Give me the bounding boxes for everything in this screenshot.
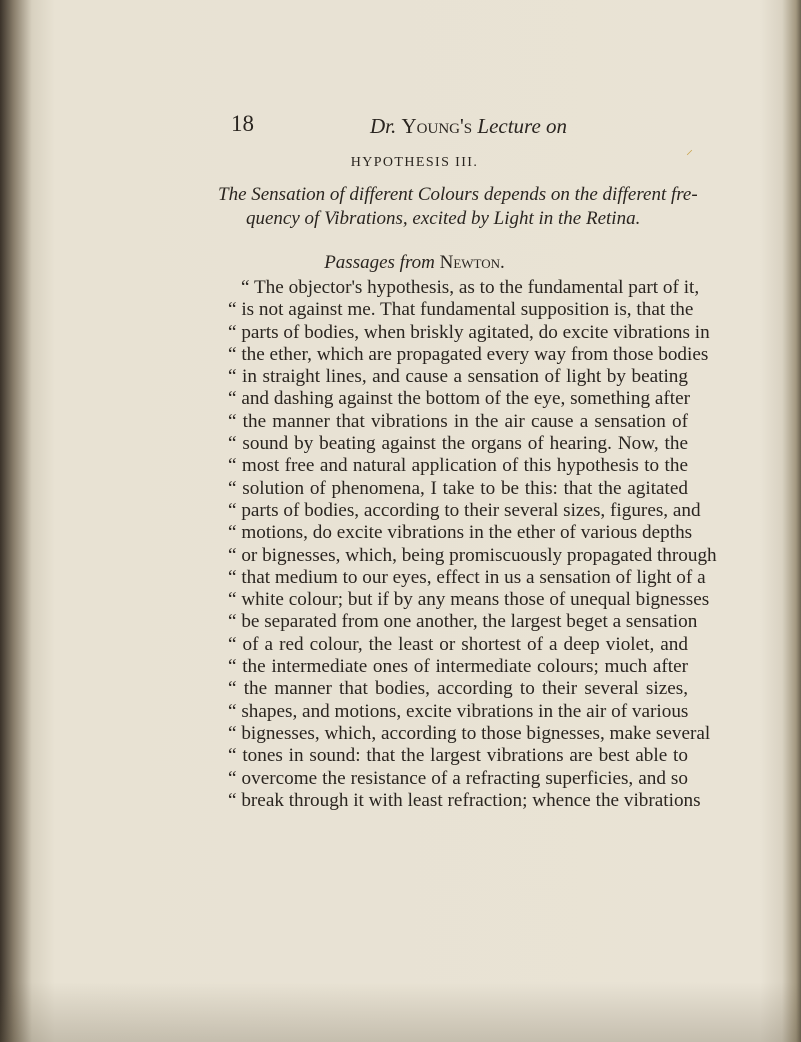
text-line: “ the intermediate ones of intermediate colours; much after	[228, 656, 688, 678]
hypothesis-heading: HYPOTHESIS III.	[350, 155, 479, 170]
text-line: “ the manner that vibrations in the air cause a sensation of	[228, 410, 688, 432]
text-line: “ overcome the resistance of a refracting superficies, and so	[228, 767, 688, 789]
quoted-passage	[228, 277, 717, 812]
text-line: “ the manner that bodies, according to their several sizes,	[228, 678, 688, 700]
running-head-rest: Lecture on	[477, 114, 568, 138]
passages-author: Newton.	[439, 252, 505, 273]
text-line: “ of a red colour, the least or shortest of a deep violet, and	[228, 633, 688, 655]
subtitle-line-2: quency of Vibrations, excited by Light in the Retina.	[246, 208, 641, 229]
text-line: “ in straight lines, and cause a sensation of light by beating	[228, 366, 688, 388]
text-line: “ white colour; but if by any means those of unequal bignesses	[228, 589, 710, 611]
text-line: “ motions, do excite vibrations in the ether of various depths	[228, 522, 693, 544]
text-line: “ solution of phenomena, I take to be this: that the agitated	[228, 477, 688, 499]
page-shadow	[0, 982, 801, 1042]
text-line: “ that medium to our eyes, effect in us a sensation of light of a	[228, 566, 706, 588]
text-line: “ or bignesses, which, being promiscuously propagated through	[228, 544, 717, 566]
text-line: “ The objector's hypothesis, as to the fundamental part of it,	[241, 277, 700, 298]
text-line: “ be separated from one another, the largest beget a sensation	[228, 611, 698, 633]
passages-heading	[0, 252, 801, 274]
text-line: “ is not against me. That fundamental supposition is, that the	[228, 299, 694, 321]
running-head-author: Dr.	[370, 114, 397, 138]
text-line: “ and dashing against the bottom of the eye, something after	[228, 388, 690, 410]
text-line: “ parts of bodies, when briskly agitated, do excite vibrations in	[228, 321, 710, 343]
passages-label: Passages from	[324, 252, 435, 273]
text-line: “ sound by beating against the organs of hearing. Now, the	[228, 433, 688, 455]
text-line: “ shapes, and motions, excite vibrations in the air of various	[228, 700, 689, 722]
text-line: “ parts of bodies, according to their several sizes, figures, and	[228, 499, 701, 521]
paper-mark: ⸝	[686, 142, 693, 158]
text-line: “ bignesses, which, according to those bignesses, make several	[228, 722, 711, 744]
text-line: “ break through it with least refraction; whence the vibrations	[228, 789, 701, 811]
running-head	[370, 114, 567, 139]
hypothesis-subtitle	[218, 183, 698, 231]
text-line: “ the ether, which are propagated every way from those bodies	[228, 343, 709, 365]
running-head-name: Young's	[401, 114, 473, 138]
page-number: 18	[231, 111, 254, 136]
subtitle-line-1: The Sensation of different Colours depends on the different fre-	[218, 184, 698, 205]
text-line: “ most free and natural application of this hypothesis to the	[228, 455, 688, 477]
text-line: “ tones in sound: that the largest vibrations are best able to	[228, 745, 688, 767]
